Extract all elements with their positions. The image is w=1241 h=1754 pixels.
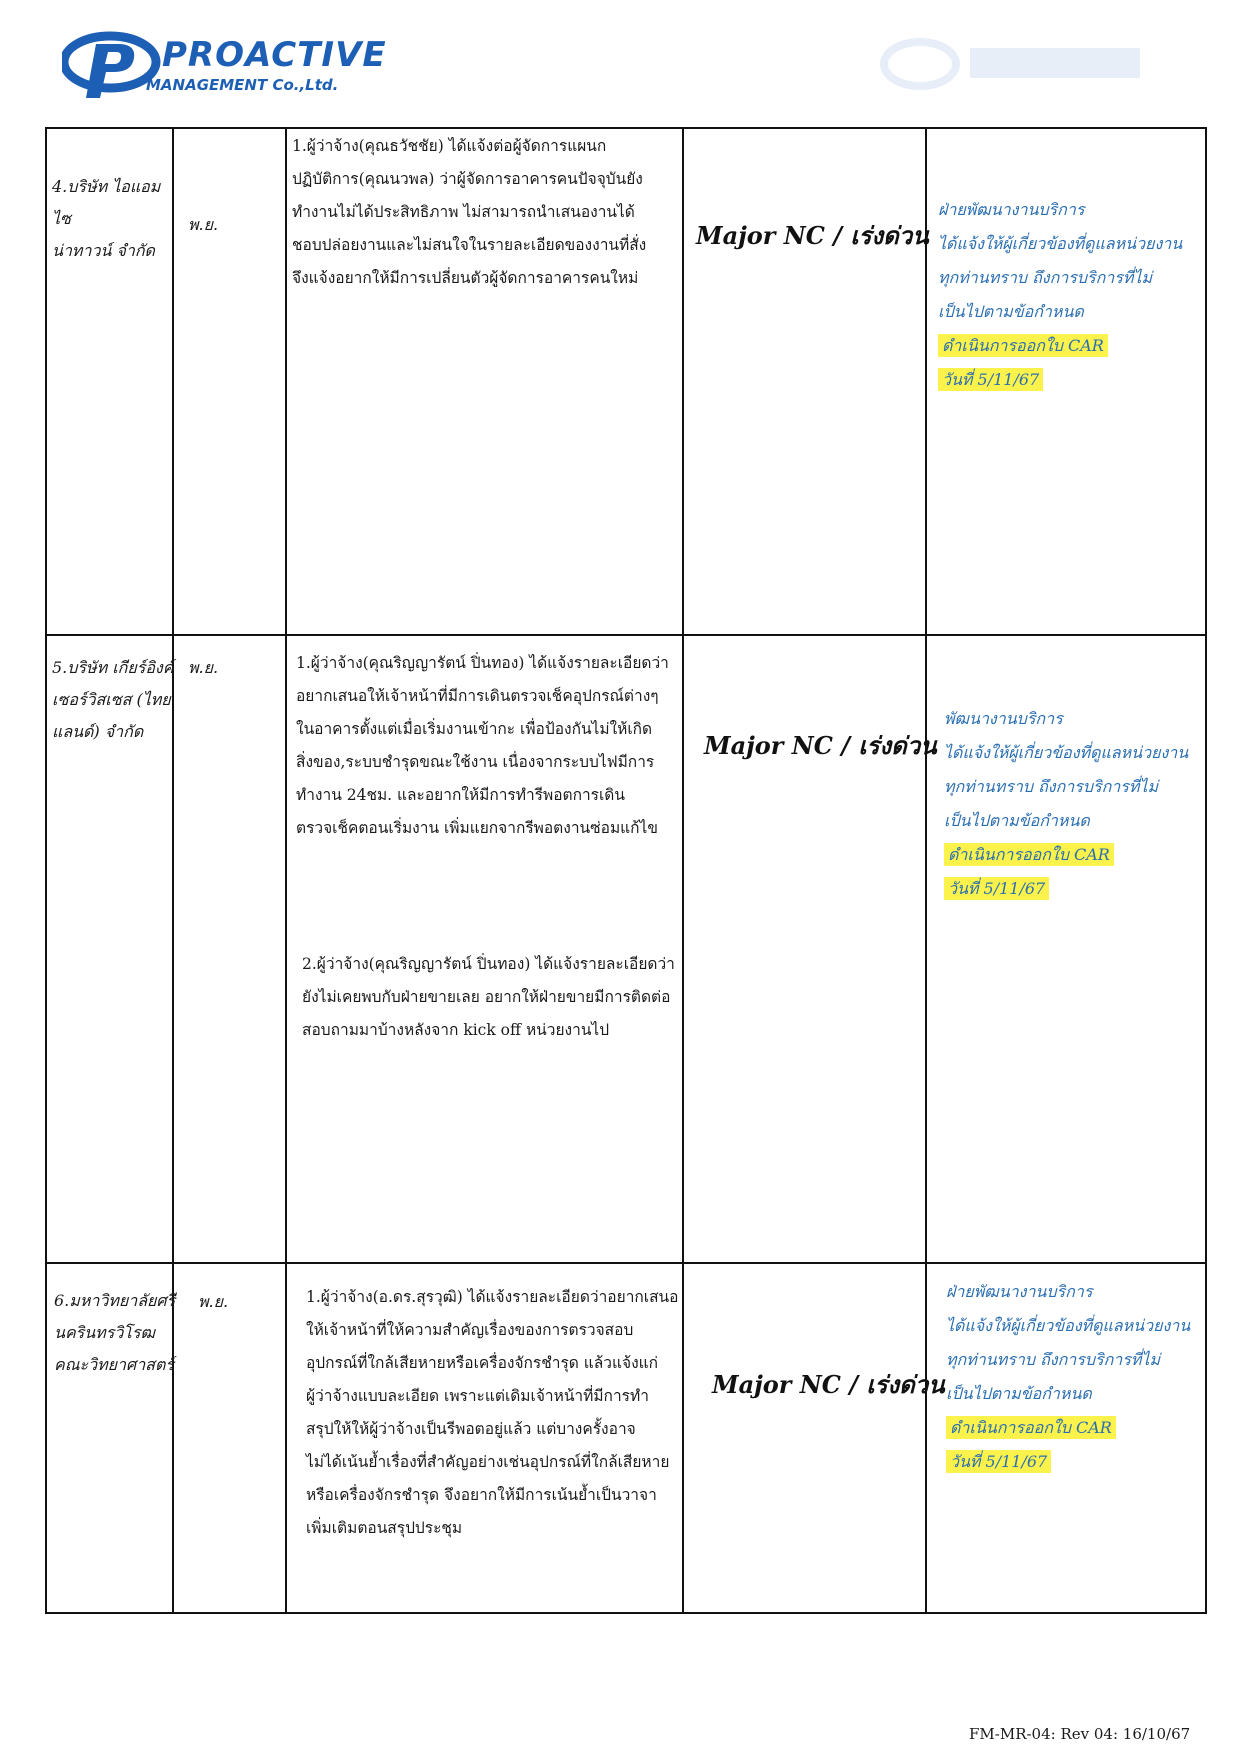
- org-line: น่าทาวน์ จำกัด: [52, 241, 155, 260]
- grid-line: [45, 1262, 1207, 1264]
- table-row-detail: [306, 1281, 696, 1545]
- detail-line: สอบถามมาบ้างหลังจาก kick off หน่วยงานไป: [302, 1021, 610, 1039]
- car-issued-highlight: ดำเนินการออกใบ CAR: [946, 1416, 1116, 1439]
- document-code: FM-MR-04: Rev 04: 16/10/67: [969, 1725, 1191, 1743]
- car-issued-highlight: ดำเนินการออกใบ CAR: [944, 843, 1114, 866]
- detail-line: 1.ผู้ว่าจ้าง(อ.ดร.สุรวุฒิ) ได้แจ้งรายละเอียดว่าอยากเสนอ: [306, 1288, 679, 1306]
- company-logo: [62, 28, 387, 104]
- action-line: ได้แจ้งให้ผู้เกี่ยวข้องที่ดูแลหน่วยงาน: [938, 234, 1183, 253]
- corrective-action: [938, 193, 1182, 397]
- detail-line: สรุปให้ให้ผู้ว่าจ้างเป็นรีพอตอยู่แล้ว แต่บางครั้งอาจ: [306, 1420, 636, 1438]
- detail-line: เพิ่มเติมตอนสรุปประชุม: [306, 1519, 463, 1537]
- grid-line: [45, 1612, 1207, 1614]
- grid-line: [1205, 127, 1207, 1614]
- car-date-highlight: วันที่ 5/11/67: [938, 368, 1043, 391]
- detail-line: ในอาคารตั้งแต่เมื่อเริ่มงานเข้ากะ เพื่อป้องกันไม่ให้เกิด: [296, 720, 653, 738]
- action-line: ได้แจ้งให้ผู้เกี่ยวข้องที่ดูแลหน่วยงาน: [946, 1316, 1191, 1335]
- detail-line: ทำงานไม่ได้ประสิทธิภาพ ไม่สามารถนำเสนองานได้: [292, 203, 635, 221]
- detail-line: ตรวจเช็คตอนเริ่มงาน เพิ่มแยกจากรีพอตงานซ่อมแก้ไข: [296, 819, 658, 837]
- severity-level: Major NC / เร่งด่วน: [696, 221, 929, 250]
- org-line: คณะวิทยาศาสตร์: [54, 1355, 174, 1374]
- action-line: ได้แจ้งให้ผู้เกี่ยวข้องที่ดูแลหน่วยงาน: [944, 743, 1189, 762]
- detail-line: ชอบปล่อยงานและไม่สนใจในรายละเอียดของงานที่สั่ง: [292, 236, 647, 254]
- action-line: เป็นไปตามข้อกำหนด: [944, 811, 1090, 830]
- table-row-detail: [302, 948, 682, 1047]
- car-date-highlight: วันที่ 5/11/67: [946, 1450, 1051, 1473]
- action-line: ทุกท่านทราบ ถึงการบริการที่ไม่: [946, 1350, 1160, 1369]
- org-line: 6.มหาวิทยาลัยศรี: [54, 1291, 176, 1310]
- table-row-organization: [54, 1285, 176, 1381]
- table-row-organization: [52, 652, 174, 748]
- org-line: นครินทรวิโรฒ: [54, 1323, 155, 1342]
- detail-line: 1.ผู้ว่าจ้าง(คุณริญญารัตน์ ปิ่นทอง) ได้แจ้งรายละเอียดว่า: [296, 654, 669, 672]
- detail-line: ทำงาน 24ชม. และอยากให้มีการทำรีพอตการเดิน: [296, 786, 625, 804]
- car-issued-highlight: ดำเนินการออกใบ CAR: [938, 334, 1108, 357]
- action-line: เป็นไปตามข้อกำหนด: [938, 302, 1084, 321]
- org-line: แลนด์) จำกัด: [52, 722, 144, 741]
- table-row-month: พ.ย.: [188, 215, 219, 234]
- detail-line: ผู้ว่าจ้างแบบละเอียด เพราะแต่เดิมเจ้าหน้าที่มีการทำ: [306, 1387, 649, 1405]
- detail-line: อยากเสนอให้เจ้าหน้าที่มีการเดินตรวจเช็คอุปกรณ์ต่างๆ: [296, 687, 659, 705]
- corrective-action: [946, 1275, 1190, 1479]
- org-line: 4.บริษัท ไอแอมไซ: [52, 177, 161, 228]
- grid-line: [45, 127, 1207, 129]
- org-line: 5.บริษัท เกียร์อิงค์: [52, 658, 174, 677]
- action-line: ทุกท่านทราบ ถึงการบริการที่ไม่: [944, 777, 1158, 796]
- detail-line: อุปกรณ์ที่ใกล้เสียหายหรือเครื่องจักรชำรุด แล้วแจ้งแก่: [306, 1354, 659, 1372]
- grid-line: [45, 634, 1207, 636]
- table-row-month: พ.ย.: [198, 1292, 229, 1311]
- detail-line: หรือเครื่องจักรชำรุด จึงอยากให้มีการเน้นย้ำเป็นวาจา: [306, 1486, 657, 1504]
- detail-line: ให้เจ้าหน้าที่ให้ความสำคัญเรื่องของการตรวจสอบ: [306, 1321, 634, 1339]
- faded-watermark-logo: [880, 30, 1160, 100]
- action-line: ฝ่ายพัฒนางานบริการ: [938, 200, 1085, 219]
- severity-level: Major NC / เร่งด่วน: [712, 1370, 945, 1399]
- detail-line: ปฏิบัติการ(คุณนวพล) ว่าผู้จัดการอาคารคนปัจจุบันยัง: [292, 170, 643, 188]
- action-line: พัฒนางานบริการ: [944, 709, 1063, 728]
- table-row-detail: [296, 647, 686, 845]
- corrective-action: [944, 702, 1188, 906]
- detail-line: สิ่งของ,ระบบชำรุดขณะใช้งาน เนื่องจากระบบไฟมีการ: [296, 753, 655, 771]
- table-row-detail: [292, 130, 682, 295]
- grid-line: [45, 127, 47, 1614]
- detail-line: จึงแจ้งอยากให้มีการเปลี่ยนตัวผู้จัดการอาคารคนใหม่: [292, 269, 639, 287]
- org-line: เซอร์วิสเซส (ไทย: [52, 690, 171, 709]
- action-line: เป็นไปตามข้อกำหนด: [946, 1384, 1092, 1403]
- severity-level: Major NC / เร่งด่วน: [704, 731, 937, 760]
- action-line: ฝ่ายพัฒนางานบริการ: [946, 1282, 1093, 1301]
- detail-line: ยังไม่เคยพบกับฝ่ายขายเลย อยากให้ฝ่ายขายมีการติดต่อ: [302, 988, 671, 1006]
- grid-line: [172, 127, 174, 1614]
- action-line: ทุกท่านทราบ ถึงการบริการที่ไม่: [938, 268, 1152, 287]
- table-row-month: พ.ย.: [188, 658, 219, 677]
- brand-name: PROACTIVE: [162, 35, 387, 75]
- car-date-highlight: วันที่ 5/11/67: [944, 877, 1049, 900]
- table-row-organization: [52, 171, 174, 267]
- brand-subtitle: MANAGEMENT Co.,Ltd.: [146, 76, 339, 94]
- grid-line: [285, 127, 287, 1614]
- detail-line: 1.ผู้ว่าจ้าง(คุณธวัชชัย) ได้แจ้งต่อผู้จัดการแผนก: [292, 137, 607, 155]
- detail-line: ไม่ได้เน้นย้ำเรื่องที่สำคัญอย่างเช่นอุปกรณ์ที่ใกล้เสียหาย: [306, 1453, 670, 1471]
- detail-line: 2.ผู้ว่าจ้าง(คุณริญญารัตน์ ปิ่นทอง) ได้แจ้งรายละเอียดว่า: [302, 955, 675, 973]
